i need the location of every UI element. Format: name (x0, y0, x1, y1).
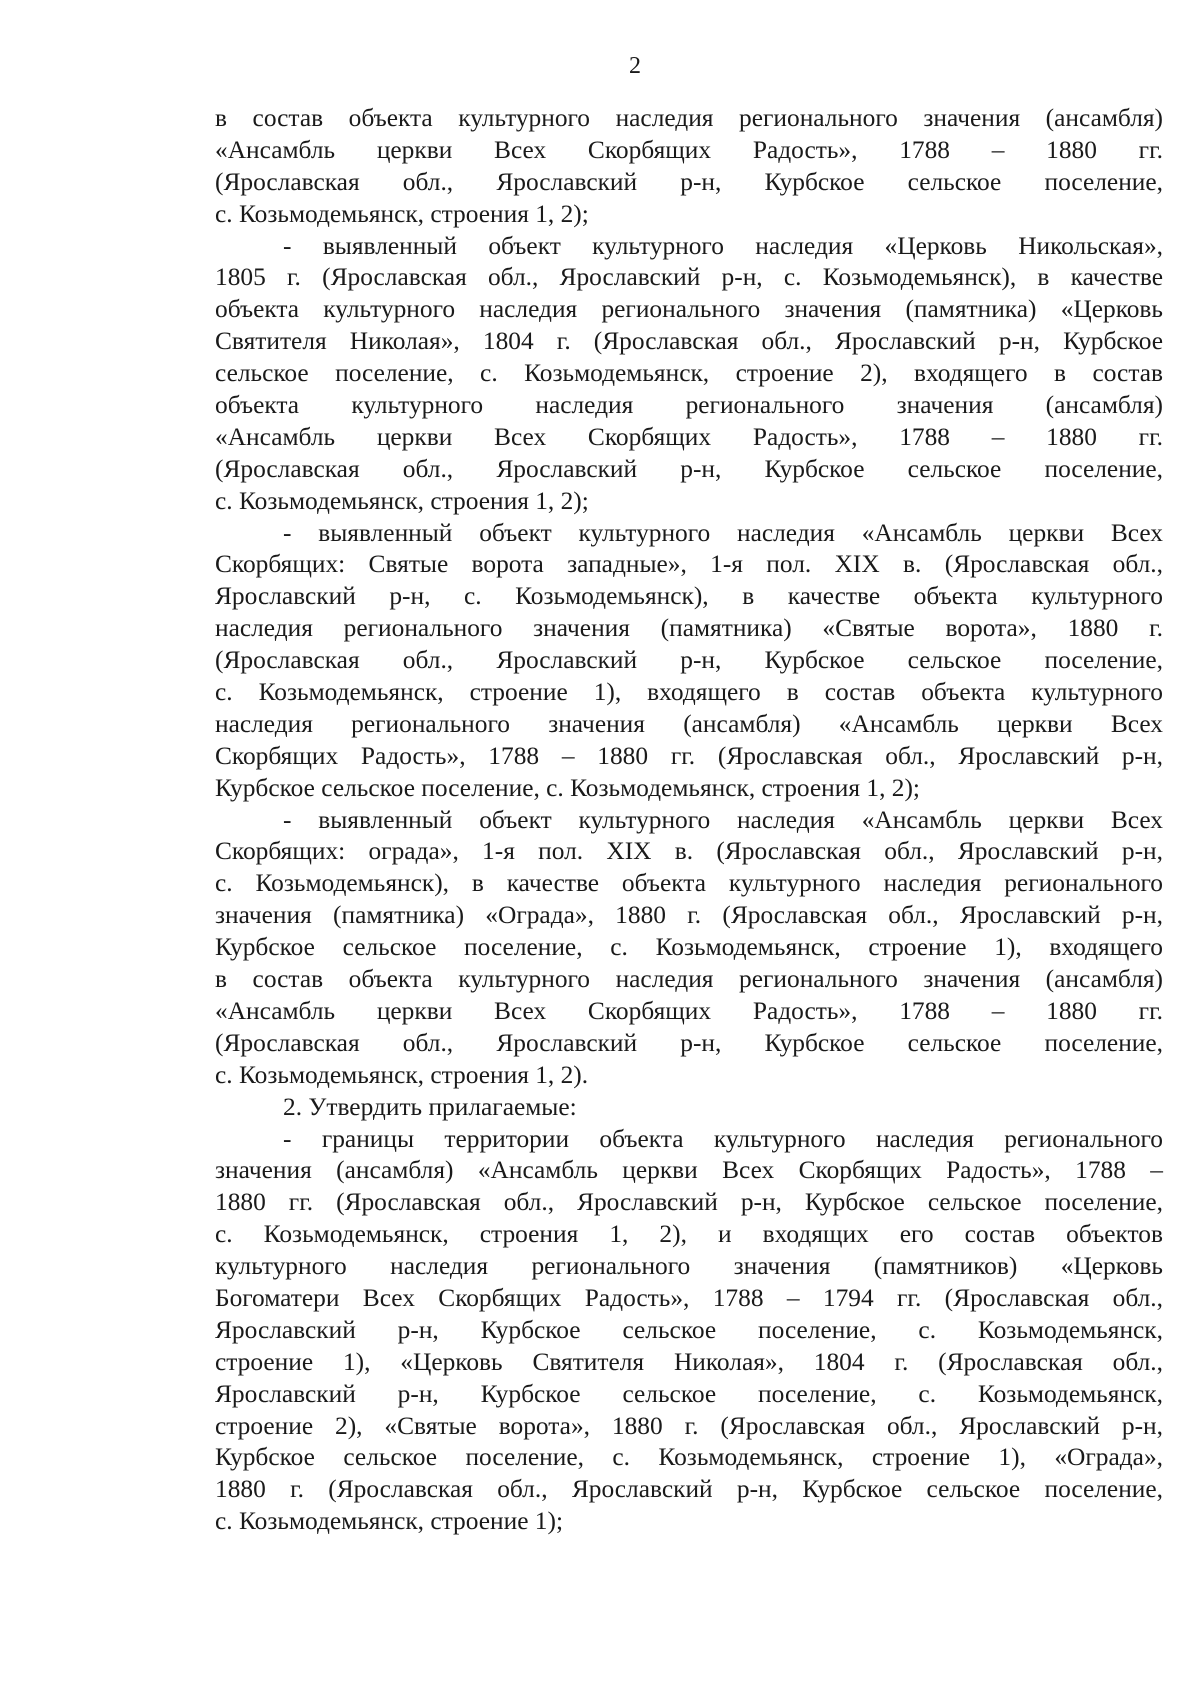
text-line: с. Козьмодемьянск, строения 1, 2). (215, 1060, 589, 1089)
text-line: Курбское сельское поселение, с. Козьмодемьянск, строение 1), входящего (215, 933, 1163, 962)
text-line: (Ярославская обл., Ярославский р-н, Курбское сельское поселение, (215, 167, 1163, 196)
text-line: Скорбящих Радость», 1788 – 1880 гг. (Ярославская обл., Ярославский р-н, (215, 741, 1163, 770)
text-line: 2. Утвердить прилагаемые: (283, 1092, 577, 1121)
text-line: строение 2), «Святые ворота», 1880 г. (Ярославская обл., Ярославский р-н, (215, 1411, 1163, 1440)
text-line: 1805 г. (Ярославская обл., Ярославский р-н, с. Козьмодемьянск), в качестве (215, 263, 1163, 292)
text-line: Курбское сельское поселение, с. Козьмодемьянск, строение 1), «Ограда», (215, 1443, 1163, 1472)
text-line: (Ярославская обл., Ярославский р-н, Курбское сельское поселение, (215, 454, 1163, 483)
text-line: 1880 гг. (Ярославская обл., Ярославский р-н, Курбское сельское поселение, (215, 1188, 1163, 1217)
text-line: с. Козьмодемьянск, строения 1, 2); (215, 486, 589, 515)
page-number: 2 (629, 53, 641, 79)
text-line: - выявленный объект культурного наследия «Ансамбль церкви Всех (283, 518, 1163, 547)
text-line: строение 1), «Церковь Святителя Николая», 1804 г. (Ярославская обл., (215, 1347, 1163, 1376)
text-line: «Ансамбль церкви Всех Скорбящих Радость», 1788 – 1880 гг. (215, 422, 1163, 451)
text-line: Святителя Николая», 1804 г. (Ярославская обл., Ярославский р-н, Курбское (215, 327, 1163, 356)
text-line: с. Козьмодемьянск, строения 1, 2), и входящих его состав объектов (215, 1220, 1163, 1249)
text-line: Скорбящих: ограда», 1-я пол. XIX в. (Ярославская обл., Ярославский р-н, (215, 837, 1163, 866)
text-line: значения (памятника) «Ограда», 1880 г. (Ярославская обл., Ярославский р-н, (215, 901, 1163, 930)
text-line: в состав объекта культурного наследия регионального значения (ансамбля) (215, 104, 1163, 132)
text-line: в состав объекта культурного наследия регионального значения (ансамбля) (215, 965, 1163, 994)
text-line: с. Козьмодемьянск, строения 1, 2); (215, 199, 589, 228)
text-line: Ярославский р-н, Курбское сельское поселение, с. Козьмодемьянск, (215, 1379, 1163, 1408)
text-line: Курбское сельское поселение, с. Козьмодемьянск, строения 1, 2); (215, 773, 920, 802)
body-text (215, 103, 1163, 1538)
text-line: с. Козьмодемьянск, строение 1); (215, 1507, 564, 1536)
text-line: Богоматери Всех Скорбящих Радость», 1788 – 1794 гг. (Ярославская обл., (215, 1283, 1163, 1312)
text-line: Ярославский р-н, Курбское сельское поселение, с. Козьмодемьянск, (215, 1315, 1163, 1344)
text-line: наследия регионального значения (памятника) «Святые ворота», 1880 г. (215, 614, 1163, 643)
text-line: «Ансамбль церкви Всех Скорбящих Радость», 1788 – 1880 гг. (215, 996, 1163, 1025)
text-line: с. Козьмодемьянск), в качестве объекта культурного наследия регионального (215, 869, 1163, 898)
text-line: - выявленный объект культурного наследия «Церковь Никольская», (283, 231, 1163, 260)
text-line: «Ансамбль церкви Всех Скорбящих Радость», 1788 – 1880 гг. (215, 135, 1163, 164)
text-line: сельское поселение, с. Козьмодемьянск, строение 2), входящего в состав (215, 359, 1163, 388)
text-line: (Ярославская обл., Ярославский р-н, Курбское сельское поселение, (215, 1028, 1163, 1057)
text-line: значения (ансамбля) «Ансамбль церкви Всех Скорбящих Радость», 1788 – (215, 1156, 1163, 1185)
text-line: (Ярославская обл., Ярославский р-н, Курбское сельское поселение, (215, 646, 1163, 675)
text-line: культурного наследия регионального значения (памятников) «Церковь (215, 1252, 1163, 1281)
text-line: наследия регионального значения (ансамбля) «Ансамбль церкви Всех (215, 709, 1163, 738)
text-line: Ярославский р-н, с. Козьмодемьянск), в качестве объекта культурного (215, 582, 1163, 611)
text-line: объекта культурного наследия регионального значения (ансамбля) (215, 391, 1163, 420)
text-line: объекта культурного наследия регионального значения (памятника) «Церковь (215, 295, 1163, 324)
text-line: - границы территории объекта культурного наследия регионального (283, 1124, 1163, 1153)
text-line: с. Козьмодемьянск, строение 1), входящего в состав объекта культурного (215, 678, 1163, 707)
text-line: Скорбящих: Святые ворота западные», 1-я пол. XIX в. (Ярославская обл., (215, 550, 1163, 579)
text-line: 1880 г. (Ярославская обл., Ярославский р-н, Курбское сельское поселение, (215, 1475, 1163, 1504)
text-line: - выявленный объект культурного наследия «Ансамбль церкви Всех (283, 805, 1163, 834)
